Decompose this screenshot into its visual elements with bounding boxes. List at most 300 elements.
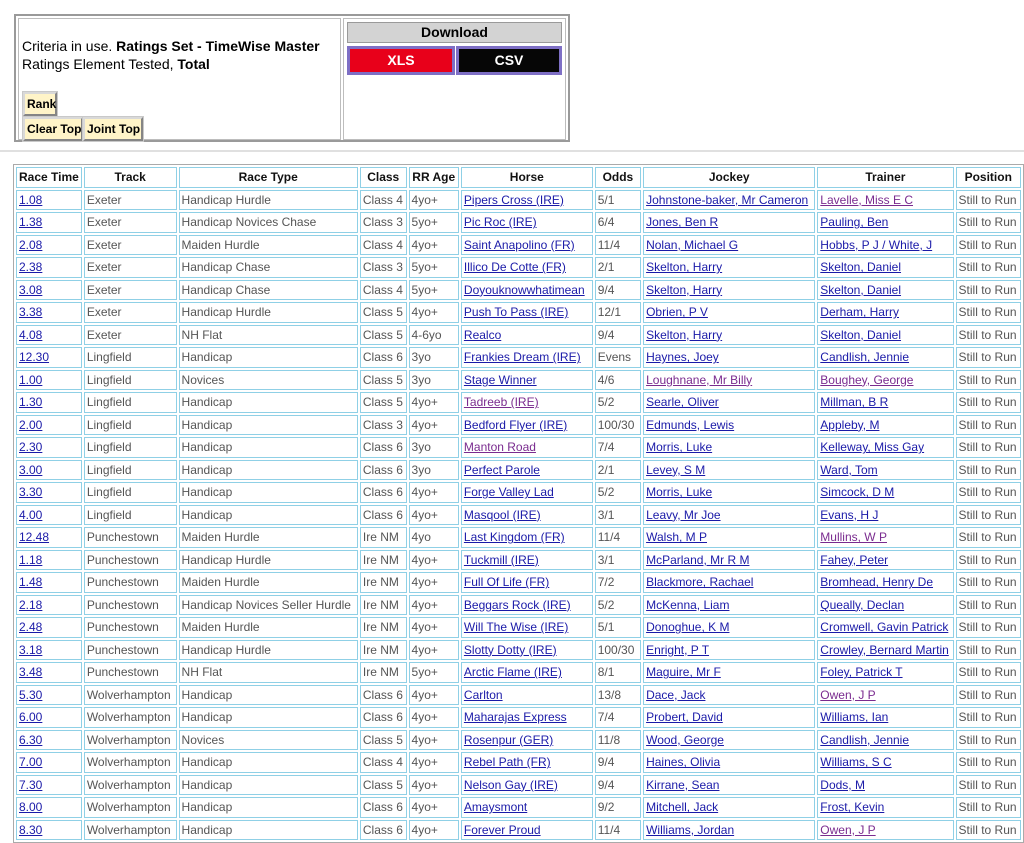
horse-cell	[461, 505, 593, 526]
race-time-cell	[16, 302, 82, 323]
trainer-cell	[817, 460, 953, 481]
horse-link[interactable]: Slotty Dotty (IRE)	[463, 642, 557, 657]
table-row	[16, 572, 1021, 593]
rr-age-cell: 4yo+	[409, 415, 459, 436]
trainer-link[interactable]: Evans, H J	[820, 507, 879, 522]
trainer-link[interactable]: Skelton, Daniel	[820, 327, 902, 342]
horse-link[interactable]: Rebel Path (FR)	[463, 755, 551, 770]
horse-cell	[461, 415, 593, 436]
odds-cell: 5/2	[595, 392, 641, 413]
position-cell: Still to Run	[956, 257, 1021, 278]
clear-top-button[interactable]: Clear Top	[23, 117, 83, 141]
jockey-cell	[643, 797, 815, 818]
rr-age-cell: 4-6yo	[409, 325, 459, 346]
header-race-time: Race Time	[16, 167, 82, 188]
trainer-link[interactable]: Williams, S C	[820, 755, 892, 770]
rr-age-cell: 3yo	[409, 347, 459, 368]
jockey-link[interactable]: Loughnane, Mr Billy	[646, 372, 753, 387]
trainer-link[interactable]: Foley, Patrick T	[820, 665, 903, 680]
class-cell: Class 5	[360, 392, 407, 413]
race-time-link[interactable]: 12.30	[19, 350, 50, 365]
table-row	[16, 752, 1021, 773]
class-cell: Ire NM	[360, 662, 407, 683]
rr-age-cell: 4yo+	[409, 190, 459, 211]
trainer-link[interactable]: Candlish, Jennie	[820, 732, 910, 747]
track-cell: Lingfield	[84, 437, 177, 458]
horse-link[interactable]: Full Of Life (FR)	[463, 575, 550, 590]
horse-link[interactable]: Arctic Flame (IRE)	[463, 665, 562, 680]
trainer-link[interactable]: Crowley, Bernard Martin	[820, 642, 949, 657]
jockey-link[interactable]: Williams, Jordan	[646, 822, 735, 837]
jockey-link[interactable]: Obrien, P V	[646, 305, 708, 320]
position-cell: Still to Run	[956, 640, 1021, 661]
track-cell: Wolverhampton	[84, 707, 177, 728]
horse-link[interactable]: Perfect Parole	[463, 462, 540, 477]
horse-cell	[461, 482, 593, 503]
jockey-cell	[643, 595, 815, 616]
jockey-cell	[643, 190, 815, 211]
race-time-link[interactable]: 1.38	[19, 215, 43, 230]
race-type-cell: Handicap	[179, 505, 358, 526]
horse-cell	[461, 325, 593, 346]
race-type-cell: Handicap	[179, 775, 358, 796]
race-time-cell	[16, 640, 82, 661]
race-time-link[interactable]: 6.30	[19, 732, 43, 747]
race-time-link[interactable]: 3.00	[19, 462, 43, 477]
class-cell: Class 6	[360, 797, 407, 818]
table-row	[16, 595, 1021, 616]
track-cell: Lingfield	[84, 505, 177, 526]
race-time-link[interactable]: 4.00	[19, 507, 43, 522]
race-time-link[interactable]: 2.48	[19, 620, 43, 635]
race-time-link[interactable]: 3.08	[19, 282, 43, 297]
race-time-link[interactable]: 5.30	[19, 687, 43, 702]
trainer-cell	[817, 280, 953, 301]
race-time-cell	[16, 370, 82, 391]
trainer-link[interactable]: Kelleway, Miss Gay	[820, 440, 925, 455]
race-type-cell: Novices	[179, 370, 358, 391]
class-cell: Ire NM	[360, 595, 407, 616]
trainer-link[interactable]: Cromwell, Gavin Patrick	[820, 620, 949, 635]
race-time-link[interactable]: 1.18	[19, 552, 43, 567]
trainer-cell	[817, 482, 953, 503]
odds-cell: 7/4	[595, 707, 641, 728]
trainer-cell	[817, 370, 953, 391]
table-row	[16, 640, 1021, 661]
jockey-cell	[643, 212, 815, 233]
jockey-cell	[643, 370, 815, 391]
position-cell: Still to Run	[956, 820, 1021, 841]
jockey-cell	[643, 640, 815, 661]
track-cell: Exeter	[84, 190, 177, 211]
race-time-link[interactable]: 2.30	[19, 440, 43, 455]
jockey-link[interactable]: Probert, David	[646, 710, 723, 725]
race-type-cell: Handicap Hurdle	[179, 550, 358, 571]
class-cell: Class 6	[360, 707, 407, 728]
horse-link[interactable]: Last Kingdom (FR)	[463, 530, 565, 545]
trainer-link[interactable]: Ward, Tom	[820, 462, 878, 477]
table-row	[16, 212, 1021, 233]
jockey-link[interactable]: Nolan, Michael G	[646, 237, 739, 252]
jockey-cell	[643, 302, 815, 323]
race-type-cell: Maiden Hurdle	[179, 527, 358, 548]
trainer-link[interactable]: Simcock, D M	[820, 485, 895, 500]
race-time-cell	[16, 550, 82, 571]
race-type-cell: Handicap	[179, 347, 358, 368]
position-cell: Still to Run	[956, 595, 1021, 616]
horse-link[interactable]: Doyouknowwhatimean	[463, 282, 585, 297]
horse-cell	[461, 302, 593, 323]
jockey-cell	[643, 617, 815, 638]
trainer-cell	[817, 392, 953, 413]
jockey-link[interactable]: Edmunds, Lewis	[646, 417, 735, 432]
jockey-link[interactable]: Donoghue, K M	[646, 620, 730, 635]
class-cell: Class 5	[360, 775, 407, 796]
table-row	[16, 482, 1021, 503]
trainer-link[interactable]: Frost, Kevin	[820, 800, 885, 815]
race-time-cell	[16, 482, 82, 503]
odds-cell: Evens	[595, 347, 641, 368]
jockey-link[interactable]: Mitchell, Jack	[646, 800, 719, 815]
class-cell: Class 5	[360, 302, 407, 323]
race-type-cell: Handicap	[179, 460, 358, 481]
trainer-link[interactable]: Bromhead, Henry De	[820, 575, 934, 590]
trainer-cell	[817, 797, 953, 818]
track-cell: Lingfield	[84, 482, 177, 503]
jockey-link[interactable]: Morris, Luke	[646, 440, 713, 455]
position-cell: Still to Run	[956, 685, 1021, 706]
race-time-cell	[16, 662, 82, 683]
trainer-link[interactable]: Pauling, Ben	[820, 215, 889, 230]
header-jockey: Jockey	[643, 167, 815, 188]
table-row	[16, 437, 1021, 458]
odds-cell: 100/30	[595, 640, 641, 661]
track-cell: Exeter	[84, 235, 177, 256]
position-cell: Still to Run	[956, 415, 1021, 436]
race-time-link[interactable]: 3.30	[19, 485, 43, 500]
trainer-cell	[817, 527, 953, 548]
horse-cell	[461, 640, 593, 661]
horse-link[interactable]: Push To Pass (IRE)	[463, 305, 569, 320]
trainer-link[interactable]: Derham, Harry	[820, 305, 899, 320]
race-type-cell: Handicap	[179, 752, 358, 773]
rr-age-cell: 4yo+	[409, 617, 459, 638]
jockey-link[interactable]: Kirrane, Sean	[646, 777, 720, 792]
trainer-cell	[817, 235, 953, 256]
horse-link[interactable]: Nelson Gay (IRE)	[463, 777, 558, 792]
odds-cell: 2/1	[595, 460, 641, 481]
horse-link[interactable]: Tadreeb (IRE)	[463, 395, 539, 410]
track-cell: Punchestown	[84, 572, 177, 593]
trainer-link[interactable]: Owen, J P	[820, 687, 876, 702]
track-cell: Exeter	[84, 325, 177, 346]
race-type-cell: NH Flat	[179, 662, 358, 683]
race-time-link[interactable]: 6.00	[19, 710, 43, 725]
race-type-cell: NH Flat	[179, 325, 358, 346]
horse-cell	[461, 280, 593, 301]
odds-cell: 9/4	[595, 752, 641, 773]
position-cell: Still to Run	[956, 550, 1021, 571]
position-cell: Still to Run	[956, 662, 1021, 683]
jockey-link[interactable]: Levey, S M	[646, 462, 706, 477]
jockey-cell	[643, 415, 815, 436]
trainer-cell	[817, 325, 953, 346]
header-track: Track	[84, 167, 177, 188]
trainer-link[interactable]: Dods, M	[820, 777, 865, 792]
race-time-link[interactable]: 1.48	[19, 575, 43, 590]
trainer-cell	[817, 550, 953, 571]
table-row	[16, 370, 1021, 391]
jockey-link[interactable]: Skelton, Harry	[646, 282, 723, 297]
table-header-row	[16, 167, 1021, 188]
horse-link[interactable]: Maharajas Express	[463, 710, 567, 725]
jockey-link[interactable]: McParland, Mr R M	[646, 552, 750, 567]
race-time-link[interactable]: 3.48	[19, 665, 43, 680]
table-row	[16, 415, 1021, 436]
race-time-link[interactable]: 2.08	[19, 237, 43, 252]
trainer-link[interactable]: Queally, Declan	[820, 597, 905, 612]
race-type-cell: Maiden Hurdle	[179, 572, 358, 593]
odds-cell: 7/2	[595, 572, 641, 593]
odds-cell: 9/4	[595, 325, 641, 346]
odds-cell: 4/6	[595, 370, 641, 391]
track-cell: Exeter	[84, 302, 177, 323]
horse-cell	[461, 572, 593, 593]
jockey-link[interactable]: Johnstone-baker, Mr Cameron	[646, 192, 809, 207]
jockey-cell	[643, 775, 815, 796]
rr-age-cell: 4yo+	[409, 392, 459, 413]
odds-cell: 9/4	[595, 775, 641, 796]
rank-button[interactable]: Rank	[23, 92, 57, 116]
race-time-link[interactable]: 1.30	[19, 395, 43, 410]
header-rr-age: RR Age	[409, 167, 459, 188]
position-cell: Still to Run	[956, 235, 1021, 256]
horse-link[interactable]: Frankies Dream (IRE)	[463, 350, 581, 365]
position-cell: Still to Run	[956, 527, 1021, 548]
race-type-cell: Handicap Hurdle	[179, 302, 358, 323]
horse-cell	[461, 707, 593, 728]
table-row	[16, 527, 1021, 548]
jockey-link[interactable]: Dace, Jack	[646, 687, 706, 702]
xls-download-button[interactable]: XLS	[347, 46, 455, 75]
race-time-link[interactable]: 7.00	[19, 755, 43, 770]
jockey-link[interactable]: Haines, Olivia	[646, 755, 721, 770]
horse-link[interactable]: Pipers Cross (IRE)	[463, 192, 564, 207]
position-cell: Still to Run	[956, 617, 1021, 638]
trainer-cell	[817, 347, 953, 368]
trainer-link[interactable]: Hobbs, P J / White, J	[820, 237, 933, 252]
rr-age-cell: 4yo+	[409, 235, 459, 256]
horse-link[interactable]: Forever Proud	[463, 822, 541, 837]
race-time-cell	[16, 392, 82, 413]
horse-link[interactable]: Bedford Flyer (IRE)	[463, 417, 568, 432]
trainer-cell	[817, 437, 953, 458]
jockey-link[interactable]: Walsh, M P	[646, 530, 707, 545]
jockey-link[interactable]: Blackmore, Rachael	[646, 575, 754, 590]
jockey-cell	[643, 752, 815, 773]
jockey-link[interactable]: Morris, Luke	[646, 485, 713, 500]
class-cell: Class 6	[360, 505, 407, 526]
jockey-link[interactable]: Skelton, Harry	[646, 260, 723, 275]
trainer-link[interactable]: Appleby, M	[820, 417, 880, 432]
jockey-link[interactable]: Haynes, Joey	[646, 350, 719, 365]
criteria-line	[22, 38, 320, 55]
rr-age-cell: 5yo+	[409, 662, 459, 683]
rr-age-cell: 4yo+	[409, 685, 459, 706]
csv-download-button[interactable]: CSV	[456, 46, 562, 75]
trainer-cell	[817, 617, 953, 638]
jockey-link[interactable]: Wood, George	[646, 732, 724, 747]
trainer-link[interactable]: Boughey, George	[820, 372, 914, 387]
trainer-link[interactable]: Owen, J P	[820, 822, 876, 837]
table-row	[16, 280, 1021, 301]
horse-link[interactable]: Amaysmont	[463, 800, 528, 815]
horse-link[interactable]: Rosenpur (GER)	[463, 732, 554, 747]
horse-link[interactable]: Beggars Rock (IRE)	[463, 597, 571, 612]
horse-link[interactable]: Will The Wise (IRE)	[463, 620, 569, 635]
race-time-link[interactable]: 2.00	[19, 417, 43, 432]
race-type-cell: Handicap	[179, 437, 358, 458]
race-type-cell: Handicap Novices Seller Hurdle	[179, 595, 358, 616]
trainer-link[interactable]: Candlish, Jennie	[820, 350, 910, 365]
table-row	[16, 662, 1021, 683]
header-race-type: Race Type	[179, 167, 358, 188]
rr-age-cell: 4yo+	[409, 302, 459, 323]
class-cell: Class 5	[360, 325, 407, 346]
jockey-link[interactable]: Enright, P T	[646, 642, 710, 657]
rr-age-cell: 5yo+	[409, 212, 459, 233]
race-time-link[interactable]: 4.08	[19, 327, 43, 342]
header-trainer: Trainer	[817, 167, 953, 188]
rr-age-cell: 3yo	[409, 437, 459, 458]
odds-cell: 3/1	[595, 505, 641, 526]
horse-link[interactable]: Saint Anapolino (FR)	[463, 237, 575, 252]
race-time-link[interactable]: 8.30	[19, 822, 43, 837]
odds-cell: 5/2	[595, 595, 641, 616]
horse-cell	[461, 347, 593, 368]
horse-link[interactable]: Carlton	[463, 687, 503, 702]
trainer-link[interactable]: Lavelle, Miss E C	[820, 192, 913, 207]
position-cell: Still to Run	[956, 437, 1021, 458]
horse-link[interactable]: Realco	[463, 327, 502, 342]
jockey-link[interactable]: McKenna, Liam	[646, 597, 730, 612]
position-cell: Still to Run	[956, 752, 1021, 773]
trainer-link[interactable]: Millman, B R	[820, 395, 889, 410]
joint-top-button[interactable]: Joint Top	[83, 117, 143, 141]
odds-cell: 11/4	[595, 235, 641, 256]
race-time-link[interactable]: 3.38	[19, 305, 43, 320]
download-header: Download	[347, 22, 562, 43]
horse-link[interactable]: Stage Winner	[463, 372, 537, 387]
odds-cell: 5/1	[595, 190, 641, 211]
jockey-cell	[643, 325, 815, 346]
horse-link[interactable]: Forge Valley Lad	[463, 485, 554, 500]
class-cell: Class 4	[360, 190, 407, 211]
jockey-link[interactable]: Searle, Oliver	[646, 395, 719, 410]
race-time-cell	[16, 775, 82, 796]
ratings-element-line	[22, 56, 210, 73]
race-type-cell: Handicap Hurdle	[179, 640, 358, 661]
track-cell: Wolverhampton	[84, 730, 177, 751]
position-cell: Still to Run	[956, 325, 1021, 346]
rr-age-cell: 4yo+	[409, 505, 459, 526]
horse-cell	[461, 437, 593, 458]
table-row	[16, 257, 1021, 278]
race-type-cell: Handicap Chase	[179, 280, 358, 301]
position-cell: Still to Run	[956, 370, 1021, 391]
horse-link[interactable]: Illico De Cotte (FR)	[463, 260, 566, 275]
track-cell: Punchestown	[84, 550, 177, 571]
trainer-cell	[817, 212, 953, 233]
race-time-cell	[16, 257, 82, 278]
race-table-body	[16, 190, 1021, 841]
table-row	[16, 347, 1021, 368]
jockey-link[interactable]: Leavy, Mr Joe	[646, 507, 721, 522]
trainer-cell	[817, 572, 953, 593]
class-cell: Class 6	[360, 482, 407, 503]
track-cell: Lingfield	[84, 370, 177, 391]
trainer-cell	[817, 820, 953, 841]
rr-age-cell: 3yo	[409, 370, 459, 391]
race-time-link[interactable]: 2.18	[19, 597, 43, 612]
odds-cell: 3/1	[595, 550, 641, 571]
horse-link[interactable]: Masqool (IRE)	[463, 507, 541, 522]
jockey-cell	[643, 572, 815, 593]
race-time-cell	[16, 752, 82, 773]
horse-cell	[461, 460, 593, 481]
race-time-link[interactable]: 2.38	[19, 260, 43, 275]
rr-age-cell: 4yo+	[409, 550, 459, 571]
jockey-link[interactable]: Maguire, Mr F	[646, 665, 721, 680]
rr-age-cell: 4yo+	[409, 482, 459, 503]
race-time-link[interactable]: 1.08	[19, 192, 43, 207]
jockey-cell	[643, 392, 815, 413]
class-cell: Class 4	[360, 280, 407, 301]
trainer-link[interactable]: Mullins, W P	[820, 530, 887, 545]
odds-cell: 6/4	[595, 212, 641, 233]
race-time-link[interactable]: 3.18	[19, 642, 43, 657]
trainer-link[interactable]: Skelton, Daniel	[820, 282, 902, 297]
horse-link[interactable]: Pic Roc (IRE)	[463, 215, 537, 230]
ratings-element-value: Total	[177, 56, 210, 72]
odds-cell: 11/8	[595, 730, 641, 751]
race-time-cell	[16, 460, 82, 481]
race-time-cell	[16, 820, 82, 841]
race-time-link[interactable]: 7.30	[19, 777, 43, 792]
horse-link[interactable]: Manton Road	[463, 440, 536, 455]
trainer-link[interactable]: Fahey, Peter	[820, 552, 889, 567]
rr-age-cell: 4yo+	[409, 752, 459, 773]
horse-link[interactable]: Tuckmill (IRE)	[463, 552, 539, 567]
race-time-cell	[16, 437, 82, 458]
odds-cell: 5/2	[595, 482, 641, 503]
trainer-link[interactable]: Skelton, Daniel	[820, 260, 902, 275]
trainer-link[interactable]: Williams, Ian	[820, 710, 889, 725]
trainer-cell	[817, 707, 953, 728]
race-time-link[interactable]: 8.00	[19, 800, 43, 815]
jockey-link[interactable]: Skelton, Harry	[646, 327, 723, 342]
table-row	[16, 505, 1021, 526]
jockey-cell	[643, 820, 815, 841]
race-time-link[interactable]: 12.48	[19, 530, 50, 545]
rr-age-cell: 4yo+	[409, 707, 459, 728]
jockey-link[interactable]: Jones, Ben R	[646, 215, 719, 230]
rr-age-cell: 4yo+	[409, 595, 459, 616]
odds-cell: 8/1	[595, 662, 641, 683]
race-time-link[interactable]: 1.00	[19, 372, 43, 387]
class-cell: Class 4	[360, 752, 407, 773]
rr-age-cell: 4yo	[409, 527, 459, 548]
